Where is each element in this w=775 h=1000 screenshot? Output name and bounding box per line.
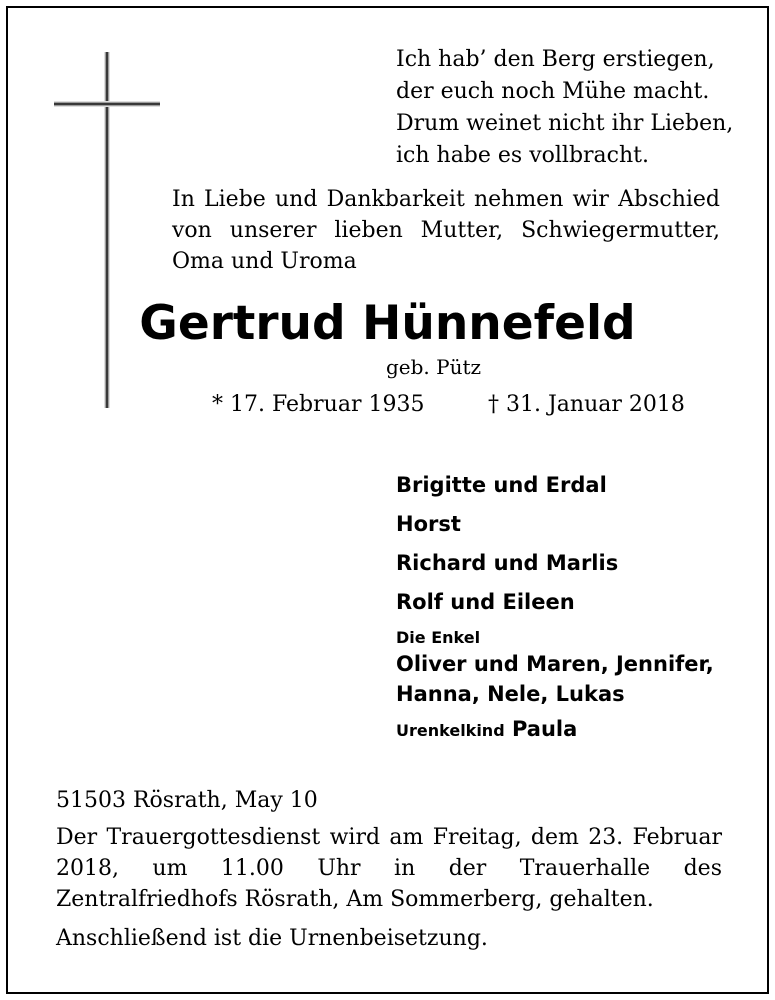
family-member: Brigitte und Erdal xyxy=(396,473,607,497)
grandchildren-line: Oliver und Maren, Jennifer, xyxy=(396,652,714,676)
poem-line: Ich hab’ den Berg erstiegen, xyxy=(396,47,715,72)
cross-horizontal-beam xyxy=(54,101,160,107)
service-info: Der Trauergottesdienst wird am Freitag, dem 23. Februar 2018, um 11.00 Uhr in der Trauerhalle des Zentralfriedhofs Rösrath, Am Sommerberg, gehalten. xyxy=(56,825,722,912)
poem-line: der euch noch Mühe macht. xyxy=(396,79,710,104)
family-member: Horst xyxy=(396,512,461,536)
family-member: Rolf und Eileen xyxy=(396,590,575,614)
grandchildren-line: Hanna, Nele, Lukas xyxy=(396,682,625,706)
birth-date: * 17. Februar 1935 xyxy=(212,392,425,417)
grandchildren-label: Die Enkel xyxy=(396,628,481,647)
family-member: Richard und Marlis xyxy=(396,551,619,575)
family-list xyxy=(396,470,714,741)
death-date: † 31. Januar 2018 xyxy=(488,392,685,417)
intro-text: In Liebe und Dankbarkeit nehmen wir Abschied von unserer lieben Mutter, Schwiegermutter, Oma und Uroma xyxy=(172,187,720,274)
deceased-name: Gertrud Hünnefeld xyxy=(139,296,636,351)
place-date: 51503 Rösrath, May 10 xyxy=(56,788,318,813)
burial-info: Anschließend ist die Urnenbeisetzung. xyxy=(56,926,488,951)
great-grandchild-label: Urenkelkind xyxy=(396,721,505,740)
great-grandchild-name: Paula xyxy=(511,717,578,741)
poem-line: ich habe es vollbracht. xyxy=(396,143,649,168)
born-name: geb. Pütz xyxy=(385,355,482,379)
poem xyxy=(396,44,733,172)
poem-line: Drum weinet nicht ihr Lieben, xyxy=(396,111,734,136)
great-grandchild-line xyxy=(396,717,714,741)
